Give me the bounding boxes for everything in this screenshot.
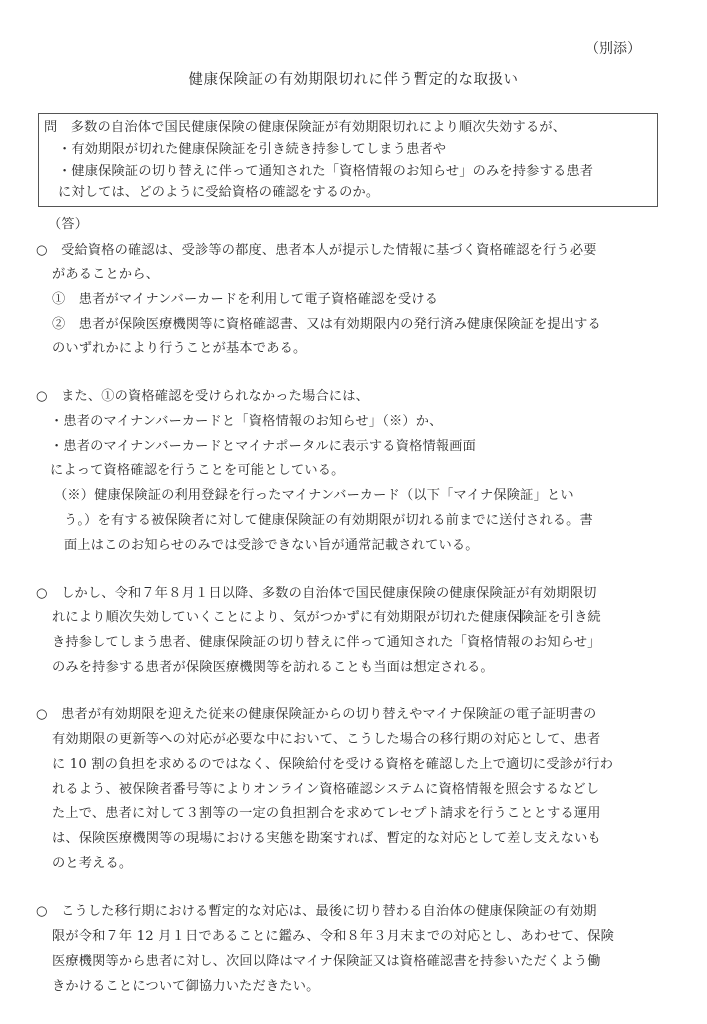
answer-paragraph-line: 医療機関等から患者に対し、次回以降はマイナ保険証又は資格確認書を持参いただくよう働 — [52, 954, 601, 969]
answer-paragraph-line — [52, 609, 601, 627]
answer-paragraph-line: に 10 割の負担を求めるのではなく、保険給付を受ける資格を確認した上で適切に受診が行わ — [52, 757, 614, 772]
attachment-label: （別添） — [585, 41, 641, 57]
answer-note-line: う。）を有する被保険者に対して健康保険証の有効期限が切れる前までに送付される。書 — [64, 513, 593, 528]
answer-paragraph-line: のと考える。 — [52, 856, 133, 871]
answer-paragraph-line: れるよう、被保険者番号等によりオンライン資格確認システムに資格情報を照会するなどし — [52, 782, 600, 797]
answer-paragraph-line: き持参してしまう患者、健康保険証の切り替えに伴って通知された「資格情報のお知らせ」 — [52, 635, 601, 650]
answer-paragraph-line: ○ また、①の資格確認を受けられなかった場合には、 — [36, 389, 370, 404]
answer-paragraph-line: ○ こうした移行期における暫定的な対応は、最後に切り替わる自治体の健康保険証の有効期 — [36, 904, 597, 919]
question-line: ・有効期限が切れた健康保険証を引き続き持参してしまう患者や — [58, 142, 447, 157]
question-line: ・健康保険証の切り替えに伴って通知された「資格情報のお知らせ」のみを持参する患者 — [58, 164, 594, 179]
answer-paragraph-line: があることから、 — [52, 267, 160, 282]
answer-paragraph-line: ○ 患者が有効期限を迎えた従来の健康保険証からの切り替えやマイナ保険証の電子証明書の — [36, 707, 597, 722]
answer-paragraph-line: ○ 受給資格の確認は、受診等の都度、患者本人が提示した情報に基づく資格確認を行う必要 — [36, 243, 597, 258]
question-line: 問 多数の自治体で国民健康保険の健康保険証が有効期限切れにより順次失効するが、 — [44, 120, 567, 135]
text-before-caret: れにより順次失効していくことにより、気がつかずに有効期限が切れた健康保 — [52, 610, 521, 625]
answer-paragraph-line: のみを持参する患者が保険医療機関等を訪れることも当面は想定される。 — [52, 660, 494, 675]
answer-paragraph-line: ・患者のマイナンバーカードと「資格情報のお知らせ」（※）か、 — [50, 414, 443, 429]
answer-paragraph-line: 有効期限の更新等への対応が必要な中において、こうした場合の移行期の対応として、患者 — [52, 732, 601, 747]
answer-label: （答） — [48, 217, 89, 232]
answer-paragraph-line: ② 患者が保険医療機関等に資格確認書、又は有効期限内の発行済み健康保険証を提出する — [52, 317, 601, 332]
answer-note-line: 面上はこのお知らせのみでは受診できない旨が通常記載されている。 — [64, 538, 479, 553]
answer-paragraph-line: は、保険医療機関等の現場における実態を勘案すれば、暫定的な対応として差し支えないも — [52, 831, 601, 846]
answer-paragraph-line: によって資格確認を行うことを可能としている。 — [50, 463, 345, 478]
answer-paragraph-line: ・患者のマイナンバーカードとマイナポータルに表示する資格情報画面 — [50, 439, 477, 454]
text-after-caret: 険証を引き続 — [520, 610, 601, 625]
answer-paragraph-line: のいずれかにより行うことが基本である。 — [52, 341, 307, 356]
question-line: に対しては、どのように受給資格の確認をするのか。 — [58, 185, 380, 200]
answer-paragraph-line: た上で、患者に対して３割等の一定の負担割合を求めてレセプト請求を行うこととする運用 — [52, 806, 601, 821]
answer-paragraph-line: 限が令和７年 12 月１日であることに鑑み、令和８年３月末までの対応とし、あわせて、保険 — [52, 929, 614, 944]
answer-paragraph-line: ○ しかし、令和７年８月１日以降、多数の自治体で国民健康保険の健康保険証が有効期限切 — [36, 586, 597, 601]
document-title: 健康保険証の有効期限切れに伴う暫定的な取扱い — [188, 72, 519, 88]
answer-paragraph-line: きかけることについて御協力いただきたい。 — [52, 979, 320, 994]
answer-note-line: （※）健康保険証の利用登録を行ったマイナンバーカード（以下「マイナ保険証」とい — [54, 488, 574, 503]
answer-paragraph-line: ① 患者がマイナンバーカードを利用して電子資格確認を受ける — [52, 292, 439, 307]
